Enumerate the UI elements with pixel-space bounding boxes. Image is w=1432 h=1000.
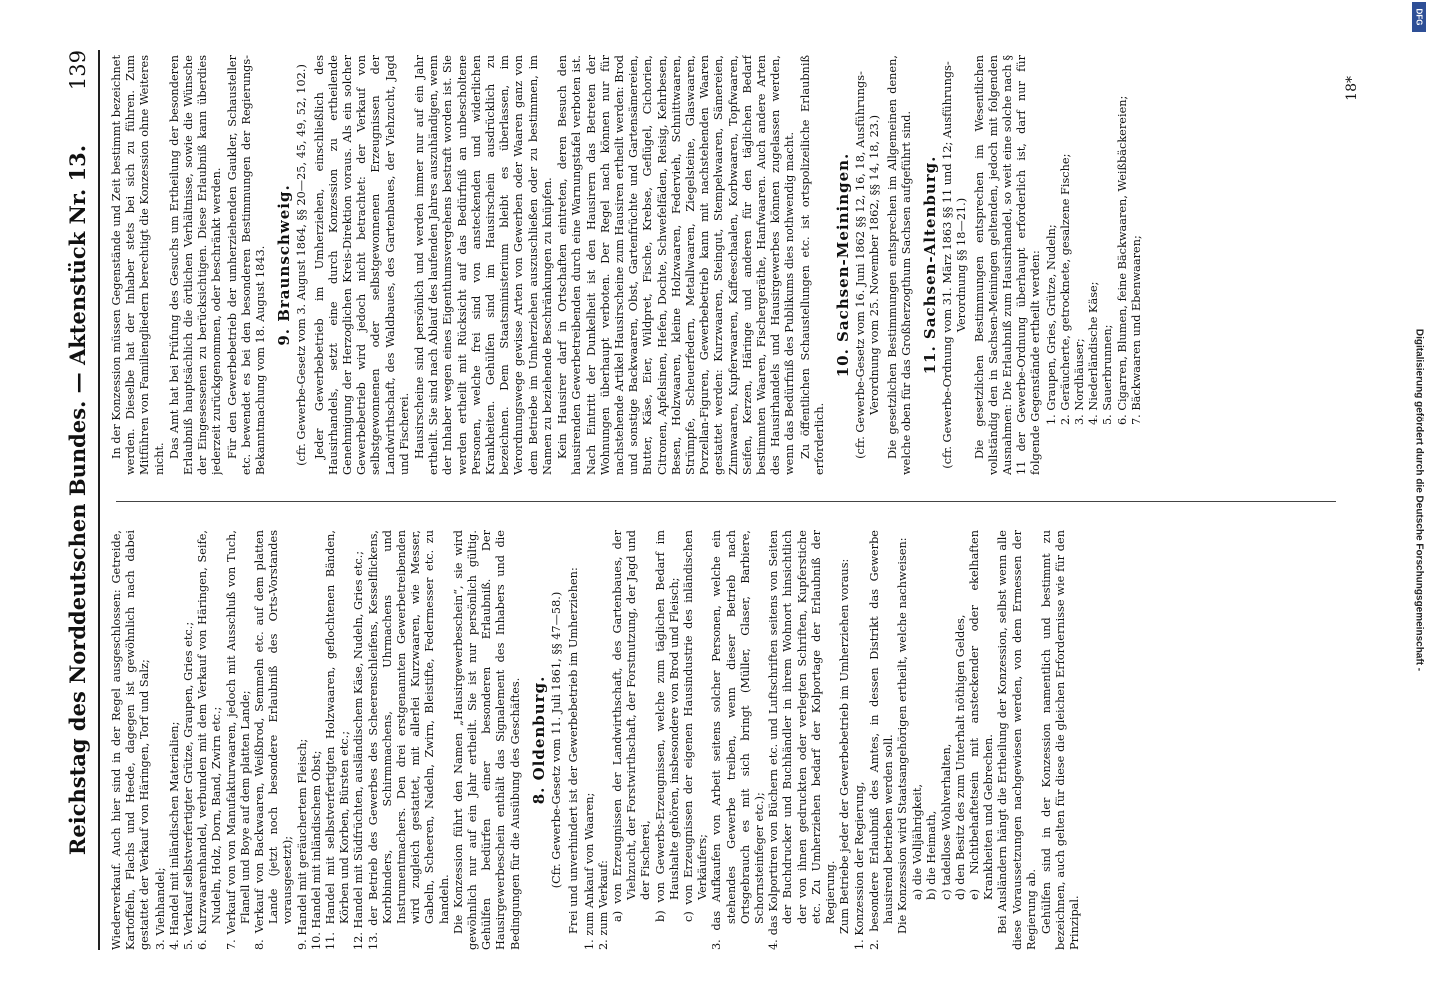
list-item: 7. Bäckwaaren und Ebenwaaren; — [1129, 235, 1143, 425]
list-item: 7. Verkauf von von Manufakturwaaren, jedoch mit Ausschluß von Tuch, Flanell und Boye auf dem platten Lande; — [224, 530, 252, 950]
section-citation: (cfr. Gewerbe-Gesetz vom 16. Juni 1862 §§ 12, 16, 18, Ausführungs-Verordnung vom 25. November 1862, §§ 14, 18, 23.) — [854, 71, 882, 459]
sub-list-item: c) von Erzeugnissen der eigenen Hausindustrie des inländischen Verkäufers; — [681, 530, 710, 922]
list-item: e) Nichtbehaftetsein mit ansteckender oder ekelhaften Krankheiten und Gebrechen. — [967, 530, 996, 900]
paragraph: Frei und unverhindert ist der Gewerbebetrieb im Umherziehen: — [567, 567, 581, 934]
list-item: 4. Niederländische Käse; — [1087, 281, 1101, 425]
list-item: 9. Handel mit geräuchertem Fleisch; — [295, 738, 309, 950]
sub-list-item: a) von Erzeugnissen der Landwirthschaft, des Gartenbaues, der Viehzucht, der Forstwirthschaft, der Forstnutzung, der Jagd und der Fischerei, — [610, 530, 653, 922]
paragraph: Die gesetzlichen Bestimmungen entsprechen im Wesentlichen vollständig den in Sachsen-Meiningen geltenden, jedoch mit folgenden Ausnahmen: Die Erlaubniß zum Hausirhandel, so weit eine solche nach § 11 der Gewerbe-Ordnung überhaupt erforderlich ist, darf nur für folgende Gegenstände ertheilt werden: — [972, 55, 1043, 475]
rotated-document-page — [46, 20, 1386, 980]
list-item: 2. zum Verkauf: — [596, 860, 610, 950]
list-item: a) die Volljährigkeit, — [911, 783, 925, 900]
paragraph: Zu öffentlichen Schaustellungen etc. ist ortspolizeiliche Erlaubniß erforderlich. — [798, 55, 826, 475]
list-item: 6. Cigarren, Blumen, feine Bäckwaaren, Weißbäckereien; — [1115, 95, 1129, 425]
sheet-signature: 18* — [1344, 76, 1360, 101]
list-item: 3. das Aufkaufen von Arbeit seitens solcher Personen, welche ein stehendes Gewerbe treiben, wenn dieser Betrieb nach Ortsgebrauch es mit sich bringt (Müller, Glaser, Barbiere, Schornsteinfeger etc.); — [710, 530, 766, 950]
dfg-logo — [1412, 2, 1426, 32]
list-item: 8. Verkauf von Backwaaren, Weißbrod, Semmeln etc. auf dem platten Lande (jetzt noch besondere Erlaubniß des Orts-Vorstandes vorausgesetzt); — [253, 530, 295, 950]
dfg-logo-text: DFG — [1414, 8, 1424, 26]
list-item: 5. Verkauf selbstverfertigter Grütze, Graupen, Gries etc.; — [182, 621, 196, 950]
paragraph: Gehülfen sind in der Konzession namentlich und bestimmt zu bezeichnen, auch gelten für diese die gleichen Erfordernisse wie für den Prinzipal. — [1040, 530, 1082, 950]
list-item: 2. Geräucherte, getrocknete, gesalzene Fische; — [1058, 153, 1072, 425]
list-item: 12. Handel mit Südfrüchten, ausländischem Käse, Nudeln, Gries etc.; — [352, 550, 366, 950]
dfg-funding-notice: Digitalisierung gefördert durch die Deutsche Forschungsgemeinschaft - — [1413, 328, 1425, 672]
section-citation: (cfr. Gewerbe-Ordnung vom 31. März 1863 §§ 11 und 12; Ausführungs-Verordnung §§ 18—21.) — [941, 61, 969, 469]
paragraph: Die Konzession wird Staatsangehörigen ertheilt, welche nachweisen: — [895, 537, 909, 934]
left-text-column — [110, 530, 1350, 950]
list-item: 10. Handel mit inländischem Obst; — [309, 750, 323, 950]
paragraph: Die Konzession führt den Namen „Hausirgewerbeschein“, sie wird gewöhnlich nur auf ein Jahr ertheilt. Sie ist nur persönlich gültig. Gehülfen bedürfen einer besonderen Erlaubniß. Der Hausirgewerbeschein enthält das Signalement des Inhabers und die Bedingungen für die Ausübung des Geschäftes. — [451, 530, 522, 950]
list-item: 2. besondere Erlaubniß des Amtes, in dessen Distrikt das Gewerbe hausirend betrieben werden soll. — [867, 530, 895, 950]
list-item: 1. zum Ankauf von Waaren; — [582, 792, 596, 950]
paragraph: Bei Ausländern hängt die Ertheilung der Konzession, selbst wenn alle diese Voraussetzungen nachgewiesen werden, von dem Ermessen der Regierung ab. — [996, 530, 1038, 950]
paragraph: Jeder Gewerbebetrieb im Umherziehen, einschließlich des Hausirhandels, setzt eine durch Konzession zu ertheilende Genehmigung der Herzoglichen Kreis-Direktion voraus. Als ein solcher Gewerbebetrieb wird jedoch nicht betrachtet: der Verkauf von selbstgewonnenen oder selbstgewonnenen Erzeugnissen der Landwirthschaft, des Waldbaues, des Gartenbaues, der Viehzucht, Jagd und Fischerei. — [312, 55, 411, 475]
list-item: 11. Handel mit selbstverfertigten Holzwaaren, geflochtenen Bänden, Körben und Korben, Bürsten etc.; — [324, 530, 352, 950]
list-item: d) den Besitz des zum Unterhalt nöthigen Geldes, — [953, 614, 967, 900]
paragraph: Hausirscheine sind persönlich und werden immer nur auf ein Jahr ertheilt. Sie sind nach Ablauf des laufenden Jahres auszuhändigen, wenn der Inhaber wegen eines Eigenthumsvergehens bestraft worden ist. Sie werden ertheilt mit Rücksicht auf das Bedürfniß an unbescholtene Personen, welche frei sind von ansteckenden und widerlichen Krankheiten. Gehülfen sind im Hausirschein ausdrücklich zu bezeichnen. Dem Staatsministerium bleibt es überlassen, im Verordnungswege gewisse Arten von Gewerben oder Waaren ganz von dem Betriebe im Umherziehen auszuschließen oder zu bestimmen, im Namen zu beziehende Beschränkungen zu knüpfen. — [413, 55, 554, 475]
paragraph: Das Amt hat bei Prüfung des Gesuchs um Ertheilung der besonderen Erlaubniß hauptsächlich die örtlichen Verhältnisse, sowie die Wünsche der Eingesessenen zu berücksichtigen. Diese Erlaubniß kann überdies jederzeit zurückgenommen, oder beschränkt werden. — [167, 55, 224, 475]
list-item: 3. Nordhäuser; — [1073, 338, 1086, 425]
list-item: 13. der Betrieb des Gewerbes des Scheerenschleifens, Kesselflickens, Korbbinders, Schirmmachens, Uhrmachens und Instrumentmachers. Den drei erstgenannten Gewerbetreibenden wird zugleich gestattet, mit allerlei Kurzwaaren, wie Messer, Gabeln, Scheeren, Nadeln, Zwirn, Bleistifte, Federmesser etc. zu handeln. — [366, 530, 451, 950]
section-heading-sachsen-meiningen: 10. Sachsen-Meiningen. — [833, 152, 852, 378]
list-item: 4. das Kolportiren von Büchern etc. und Luftschriften seitens von Seiten der Buchdrucker und Buchhändler in ihrem Wohnort hinsichtlich der von ihnen gedruckten oder verlegten Schriften, Kupferstiche etc. Zu Umherziehen bedarf der Kolportage der Erlaubniß der Regierung. — [767, 530, 837, 950]
list-item: 3. Viehhandel; — [153, 867, 167, 950]
paragraph: Für den Gewerbebetrieb der umherziehenden Gaukler, Schausteller etc. bewendet es bei den besonderen Bestimmungen der Regierungs-Bekanntmachung vom 18. August 1843. — [225, 55, 268, 475]
page-number: 139 — [66, 50, 90, 91]
list-item: 6. Kurzwaarenhandel, verbunden mit dem Verkauf von Häringen, Seife, Nudeln, Holz, Dorn, Band, Zwirn etc.; — [196, 530, 224, 950]
running-header — [58, 50, 100, 950]
right-text-column — [110, 55, 1350, 475]
section-heading-braunschweig: 9. Braunschweig. — [275, 184, 294, 346]
paragraph: Die gesetzlichen Bestimmungen entsprechen im Allgemeinen denen, welche oben für das Großherzogthum Sachsen aufgeführt sind. — [885, 55, 913, 475]
paragraph: Wiederverkauf. Auch hier sind in der Regel ausgeschlossen: Getreide, Kartoffeln, Flachs und Heede, dagegen ist gewöhnlich nach dabei gestattet der Verkauf von Häringen, Torf und Salz; — [110, 530, 152, 950]
header-title: Reichstag des Norddeutschen Bundes. — Aktenstück Nr. 13. — [65, 144, 90, 856]
sub-list-item: b) von Gewerbs-Erzeugnissen, welche zum täglichen Bedarf im Haushalte gehören, insbesondere von Brod und Fleisch; — [653, 530, 681, 922]
section-heading-sachsen-altenburg: 11. Sachsen-Altenburg. — [920, 155, 939, 375]
list-item: 5. Sauerbrunnen; — [1101, 324, 1115, 425]
paragraph: Zum Betriebe jeder der Gewerbebetrieb im Umherziehen voraus: — [838, 558, 852, 934]
column-divider — [116, 501, 1336, 502]
section-citation: (Cfr. Gewerbe-Gesetz vom 11. Juli 1861, §§ 47—58.) — [550, 591, 564, 889]
dfg-watermark — [1412, 0, 1426, 1000]
section-citation: (cfr. Gewerbe-Gesetz vom 3. August 1864, §§ 20—25, 45, 49, 52, 102.) — [295, 64, 309, 466]
list-item: b) die Heimath, — [925, 810, 939, 900]
list-item: 4. Handel mit inländischen Materialien; — [167, 721, 181, 950]
paragraph: Kein Hausirer darf in Ortschaften eintreten, deren Besuch den hausirenden Gewerbetreibenden durch eine Warnungstafel verboten ist. Nach Eintritt der Dunkelheit ist den Hausirern das Betreten der Wohnungen überhaupt verboten. Der Regel nach können nur für nachstehende Artikel Hausirscheine zum Hausiren ertheilt werden: Brod und sonstige Backwaaren, Obst, Gartenfrüchte und Gartensämereien, Butter, Käse, Eier, Wildpret, Fische, Krebse, Geflügel, Cichorien, Citronen, Apfelsinen, Hefen, Dochte, Schwefelfäden, Reisig, Kehrbesen, Besen, Holzwaaren, kleine Holzwaaren, Federvieh, Schnittwaaren, Strümpfe, Scheuerfedern, Metallwaaren, Ziegelsteine, Glaswaaren, Porzellan-Figuren, Gewerbebetrieb kann mit nachstehenden Waaren gestattet werden: Kurzwaaren, Steingut, Stempelwaaren, Sämereien, Zinnwaaren, Kupferwaaren, Kaffeeschaalen, Korbwaaren, Topfwaaren, Seifen, Kerzen, Häringe und anderen für den täglichen Bedarf bestimmten Waaren, Fischergeräthe, Hanfwaaren. Auch andere Arten des Hausirhandels und Hausirgewerbes können zugelassen werden, wenn das Bedürfniß des Publikums dies nothwendig macht. — [556, 55, 797, 475]
list-item: c) tadellose Wohlverhalten, — [939, 743, 953, 900]
list-item: 1. Graupen, Gries, Grütze, Nudeln; — [1044, 224, 1058, 425]
paragraph: In der Konzession müssen Gegenstände und Zeit bestimmt bezeichnet werden. Dieselbe hat der Inhaber stets bei sich zu führen. Zum Mitführen von Familiengliedern berechtigt die Konzession ohne Weiteres nicht. — [110, 55, 166, 475]
section-heading-oldenburg: 8. Oldenburg. — [529, 675, 548, 805]
list-item: 1. Konzession der Regierung, — [853, 781, 867, 950]
